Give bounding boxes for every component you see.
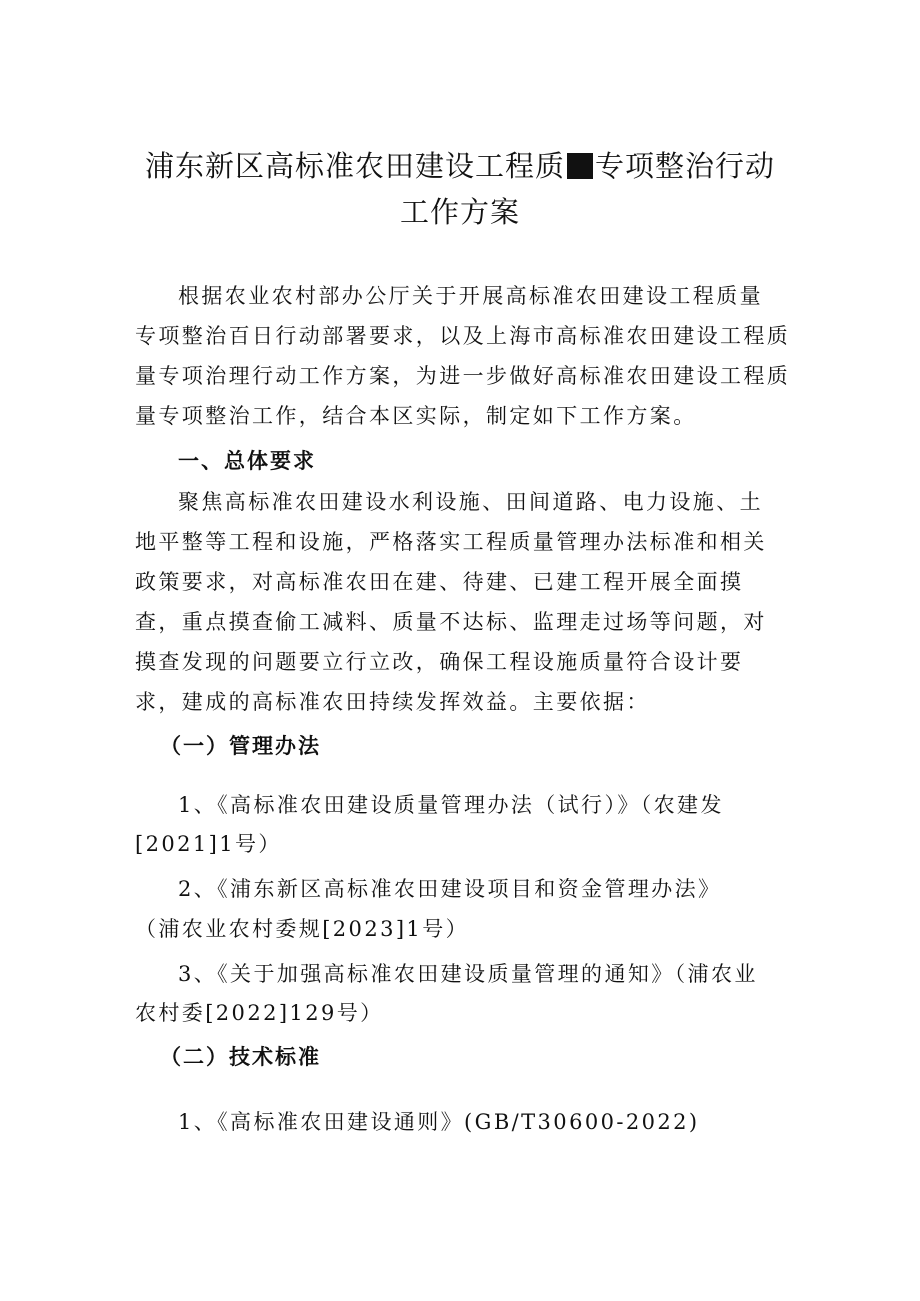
intro-line: 专项整治百日行动部署要求，以及上海市高标准农田建设工程质 xyxy=(135,324,791,348)
body-line: 政策要求，对高标准农田在建、待建、已建工程开展全面摸 xyxy=(135,570,744,594)
reference-line: 3、《关于加强高标准农田建设质量管理的通知》（浦农业 xyxy=(178,962,758,986)
document-title-line-2: 工作方案 xyxy=(399,195,520,229)
body-line: 求，建成的高标准农田持续发挥效益。主要依据： xyxy=(135,690,650,714)
redaction-block-icon xyxy=(567,153,593,179)
section-heading: 一、总体要求 xyxy=(178,449,316,473)
reference-line: 农村委[2022]129号） xyxy=(135,1001,384,1025)
reference-line: 2、《浦东新区高标准农田建设项目和资金管理办法》 xyxy=(178,877,722,901)
document-title-line-1 xyxy=(100,146,820,186)
body-line: 地平整等工程和设施，严格落实工程质量管理办法标准和相关 xyxy=(135,530,767,554)
intro-line: 量专项整治工作，结合本区实际，制定如下工作方案。 xyxy=(135,404,697,428)
subsection-heading: （二）技术标准 xyxy=(160,1045,321,1069)
intro-line: 根据农业农村部办公厅关于开展高标准农田建设工程质量 xyxy=(178,284,763,308)
title-text-part-2: 专项整治行动 xyxy=(595,149,776,183)
reference-line: 1、《高标准农田建设质量管理办法（试行）》（农建发 xyxy=(178,793,724,817)
title-text-part-1: 浦东新区高标准农田建设工程质 xyxy=(144,149,565,183)
body-line: 查，重点摸查偷工减料、质量不达标、监理走过场等问题，对 xyxy=(135,610,767,634)
body-line: 摸查发现的问题要立行立改，确保工程设施质量符合设计要 xyxy=(135,650,744,674)
subsection-heading: （一）管理办法 xyxy=(160,734,321,758)
reference-line: （浦农业农村委规[2023]1号） xyxy=(135,917,469,941)
intro-line: 量专项治理行动工作方案，为进一步做好高标准农田建设工程质 xyxy=(135,364,791,388)
reference-line: [2021]1号） xyxy=(135,832,282,856)
body-line: 聚焦高标准农田建设水利设施、田间道路、电力设施、土 xyxy=(178,490,763,514)
reference-line: 1、《高标准农田建设通则》(GB/T30600-2022) xyxy=(178,1110,700,1134)
